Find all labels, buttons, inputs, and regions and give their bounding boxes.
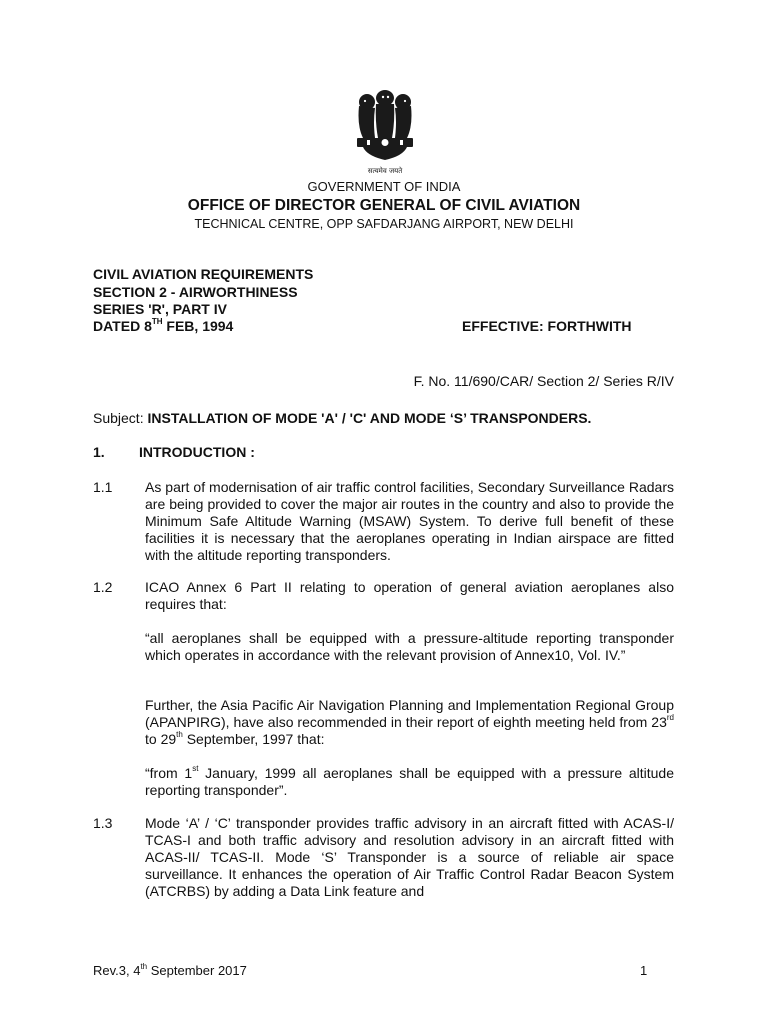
car-dated [93,318,233,335]
page-number: 1 [640,963,648,978]
further-sup-1: rd [666,713,674,723]
paragraph-number: 1.1 [93,479,113,495]
file-number: F. No. 11/690/CAR/ Section 2/ Series R/IV [413,373,674,389]
office-heading: OFFICE OF DIRECTOR GENERAL OF CIVIL AVIATION [187,197,581,214]
car-section: SECTION 2 - AIRWORTHINESS [93,284,298,300]
quote2-sup: st [192,764,199,774]
car-title: CIVIL AVIATION REQUIREMENTS [93,266,314,282]
revision-sup: th [140,961,148,971]
paragraph-1-1: As part of modernisation of air traffic control facilities, Secondary Surveillance Radars are being provided to cover the major air routes in the country and also to provide the Minimum Safe Altitude Warning (MSAW) System. To derive full benefit of these facilities it is necessary that the aeroplanes operating in Indian airspace are fitted with the altitude reporting transponders. [145,479,674,563]
section-number: 1. [93,444,105,460]
dated-suffix: FEB, 1994 [162,318,234,334]
quote-icao: “all aeroplanes shall be equipped with a pressure-altitude reporting transponder which operates in accordance with the relevant provision of Annex10, Vol. IV.” [145,630,674,663]
revision-prefix: Rev.3, 4 [93,963,141,978]
section-heading [93,444,255,460]
paragraph-1-3: Mode ‘A’ / ‘C’ transponder provides traffic advisory in an aircraft fitted with ACAS-I/ TCAS-I and both traffic advisory and resolution advisory in an aircraft fitted with ACAS-II/ TCAS-II. Mode ‘S’ Transponder is a source of reliable air space surveillance. It enhances the operation of Air Traffic Control Radar Beacon System (ATCRBS) by adding a Data Link feature and [145,815,674,899]
subject-label: Subject: [93,410,148,426]
dated-superscript: TH [151,317,163,327]
further-text-a: Further, the Asia Pacific Air Navigation Planning and Implementation Regional Group (APANPIRG), have also recommended in their report of eighth meeting held from 23 [145,697,674,730]
subject-text: INSTALLATION OF MODE 'A' / 'C' AND MODE ‘S’ TRANSPONDERS. [147,410,592,426]
paragraph-number: 1.3 [93,815,113,831]
address-line: TECHNICAL CENTRE, OPP SAFDARJANG AIRPORT, NEW DELHI [194,217,574,231]
section-title: INTRODUCTION : [139,444,255,460]
government-heading: GOVERNMENT OF INDIA [307,179,461,194]
dated-prefix: DATED 8 [93,318,152,334]
further-text-c: September, 1997 that: [182,731,325,747]
car-series: SERIES 'R', PART IV [93,301,227,317]
quote2-text-b: January, 1999 all aeroplanes shall be equipped with a pressure altitude reporting transponder”. [145,765,674,798]
paragraph-further [145,697,674,748]
paragraph-number: 1.2 [93,579,113,595]
effective-date: EFFECTIVE: FORTHWITH [462,318,632,334]
quote2-text-a: “from 1 [145,765,193,781]
further-text-b: to 29 [145,731,177,747]
national-emblem-icon [345,86,425,178]
revision-footer [93,963,247,978]
subject-line [93,410,591,426]
revision-suffix: September 2017 [147,963,247,978]
paragraph-1-2: ICAO Annex 6 Part II relating to operation of general aviation aeroplanes also requires that: [145,579,674,612]
further-sup-2: th [176,730,183,740]
emblem-motto: सत्यमेव जयते [367,167,403,175]
quote-apanpirg [145,765,674,799]
